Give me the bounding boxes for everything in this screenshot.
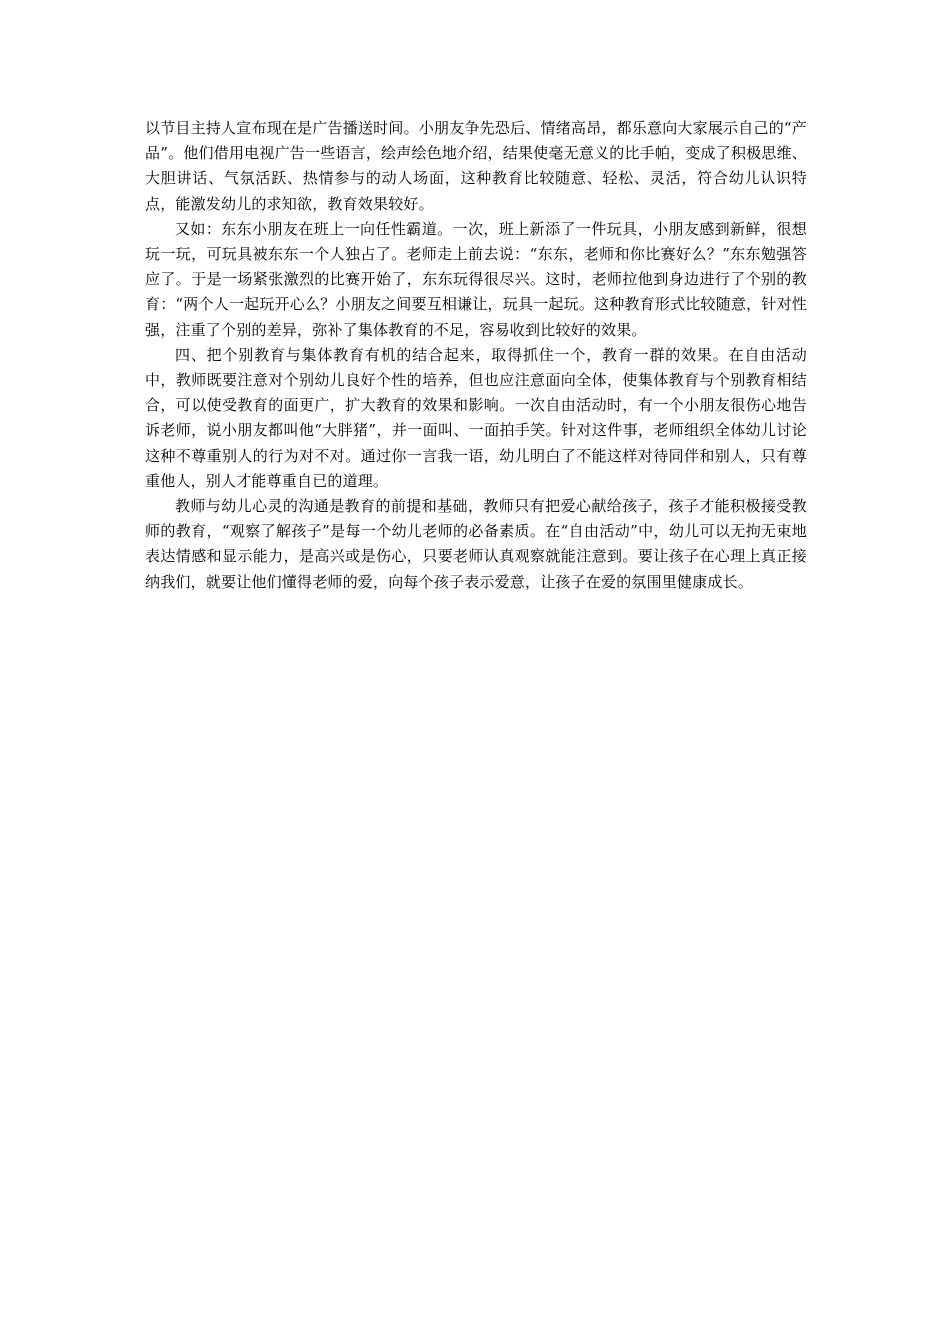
paragraph-example-dongdong: 又如：东东小朋友在班上一向任性霸道。一次，班上新添了一件玩具，小朋友感到新鲜，很想玩一玩，可玩具被东东一个人独占了。老师走上前去说：“东东，老师和你比赛好么？”东东勉强答应了。于是一场紧张激烈的比赛开始了，东东玩得很尽兴。这时，老师拉他到身边进行了个别的教育：“两个人一起玩开心么？小朋友之间要互相谦让，玩具一起玩。这种教育形式比较随意，针对性强，注重了个别的差异，弥补了集体教育的不足，容易收到比较好的效果。 [145, 219, 807, 339]
paragraph-conclusion: 教师与幼儿心灵的沟通是教育的前提和基础，教师只有把爱心献给孩子，孩子才能积极接受教师的教育，“观察了解孩子”是每一个幼儿老师的必备素质。在“自由活动”中，幼儿可以无拘无束地表达情感和显示能力，是高兴或是伤心，只要老师认真观察就能注意到。要让孩子在心理上真正接纳我们，就要让他们懂得老师的爱，向每个孩子表示爱意，让孩子在爱的氛围里健康成长。 [145, 497, 807, 591]
document-body [145, 116, 807, 595]
paragraph-section-four: 四、把个别教育与集体教育有机的结合起来，取得抓住一个，教育一群的效果。在自由活动中，教师既要注意对个别幼儿良好个性的培养，但也应注意面向全体，使集体教育与个别教育相结合，可以使受教育的面更广，扩大教育的效果和影响。一次自由活动时，有一个小朋友很伤心地告诉老师，说小朋友都叫他“大胖猪”，并一面叫、一面拍手笑。针对这件事，老师组织全体幼儿讨论这种不尊重别人的行为对不对。通过你一言我一语，幼儿明白了不能这样对待同伴和别人，只有尊重他人，别人才能尊重自已的道理。 [145, 345, 807, 490]
paragraph-continuation: 以节目主持人宣布现在是广告播送时间。小朋友争先恐后、情绪高昂，都乐意向大家展示自己的“产品”。他们借用电视广告一些语言，绘声绘色地介绍，结果使毫无意义的比手帕，变成了积极思维、大胆讲话、气氛活跃、热情参与的动人场面，这种教育比较随意、轻松、灵活，符合幼儿认识特点，能激发幼儿的求知欲，教育效果较好。 [145, 119, 807, 213]
